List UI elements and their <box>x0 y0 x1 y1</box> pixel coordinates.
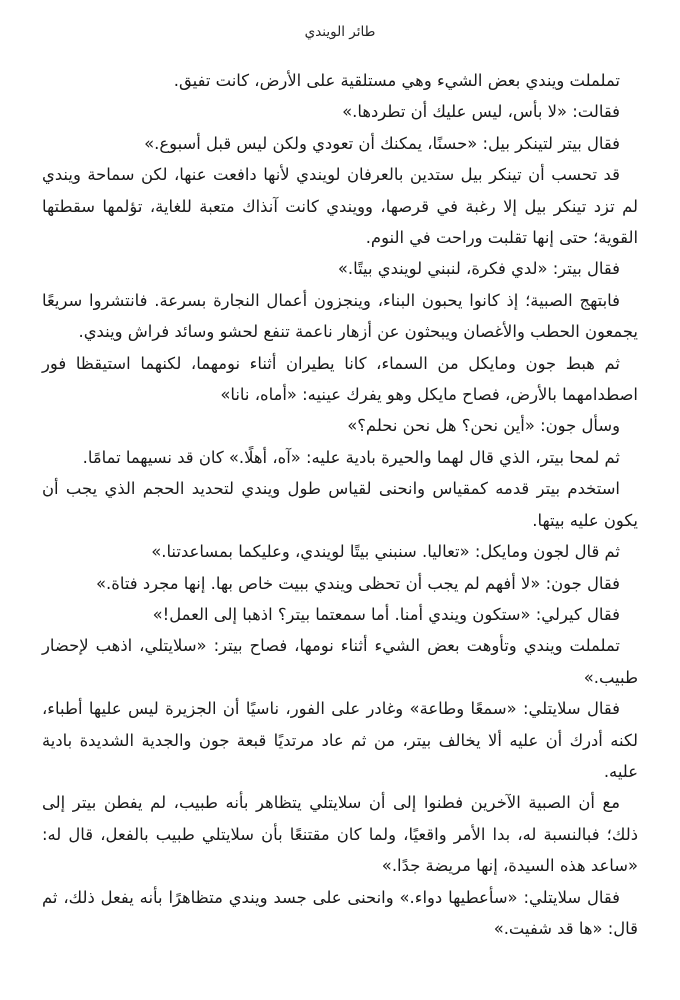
paragraph: فقالت: «لا بأس، ليس عليك أن تطردها.» <box>342 102 620 122</box>
paragraph: قد تحسب أن تينكر بيل ستدين بالعرفان لويندي لأنها دافعت عنها، لكن سماحة ويندي لم تزد تينكر بيل إلا رغبة في قرصها، وويندي كانت آنذاك متعبة للغاية، تؤلمها سقطتها القوية؛ حتى إنها تقلبت وراحت في النوم. <box>42 165 638 248</box>
paragraph: وسأل جون: «أين نحن؟ هل نحن نحلم؟» <box>347 416 620 436</box>
paragraph: فقال كيرلي: «ستكون ويندي أمنا. أما سمعتما بيتر؟ اذهبا إلى العمل!» <box>152 604 620 624</box>
paragraph: مع أن الصبية الآخرين فطنوا إلى أن سلايتلي يتظاهر بأنه طبيب، لم يفطن بيتر إلى ذلك؛ فبالنسبة له، بدا الأمر واقعيًا، ولما كان مقتنعًا بأن سلايتلي طبيب بالفعل، قال له: «ساعد هذه السيدة، إنها مريضة جدًا.» <box>42 793 638 876</box>
paragraph: فقال بيتر لتينكر بيل: «حسنًا، يمكنك أن تعودي ولكن ليس قبل أسبوع.» <box>144 133 620 153</box>
paragraph: فقال بيتر: «لدي فكرة، لنبني لويندي بيتًا.» <box>337 259 620 279</box>
paragraph: استخدم بيتر قدمه كمقياس وانحنى لقياس طول ويندي لتحديد الحجم الذي يجب أن يكون عليه بيتها. <box>42 479 638 530</box>
paragraph: تململت ويندي بعض الشيء وهي مستلقية على الأرض، كانت تفيق. <box>173 71 620 90</box>
paragraph: تململت ويندي وتأوهت بعض الشيء أثناء نومها، فصاح بيتر: «سلايتلي، اذهب لإحضار طبيب.» <box>42 636 638 687</box>
running-title: طائر الويندي <box>304 24 376 40</box>
body-text <box>42 65 638 944</box>
paragraph: فقال سلايتلي: «سمعًا وطاعة» وغادر على الفور، ناسيًا أن الجزيرة ليس عليها أطباء، لكنه أدرك أن عليه ألا يخالف بيتر، من ثم عاد مرتديًا قبعة جون والجدية الشديدة بادية عليه. <box>42 699 638 781</box>
paragraph: ثم لمحا بيتر، الذي قال لهما والحيرة بادية عليه: «آه، أهلًا.» كان قد نسيهما تمامًا. <box>82 447 620 467</box>
paragraph: ثم قال لجون ومايكل: «تعاليا. سنبني بيتًا لويندي، وعليكما بمساعدتنا.» <box>151 542 620 562</box>
paragraph: فقال جون: «لا أفهم لم يجب أن تحظى ويندي ببيت خاص بها. إنها مجرد فتاة.» <box>96 573 620 593</box>
paragraph: ثم هبط جون ومايكل من السماء، كانا يطيران أثناء نومهما، لكنهما استيقظا فور اصطدامهما بالأرض، فصاح مايكل وهو يفرك عينيه: «أماه، نانا» <box>42 353 638 405</box>
paragraph: فابتهج الصبية؛ إذ كانوا يحبون البناء، وينجزون أعمال النجارة بسرعة. فانتشروا سريعًا يجمعون الحطب والأغصان ويبحثون عن أزهار ناعمة تنفع لحشو وسائد فراش ويندي. <box>42 290 638 342</box>
paragraph: فقال سلايتلي: «سأعطيها دواء.» وانحنى على جسد ويندي متظاهرًا بأنه يفعل ذلك، ثم قال: «ها قد شفيت.» <box>42 887 638 938</box>
